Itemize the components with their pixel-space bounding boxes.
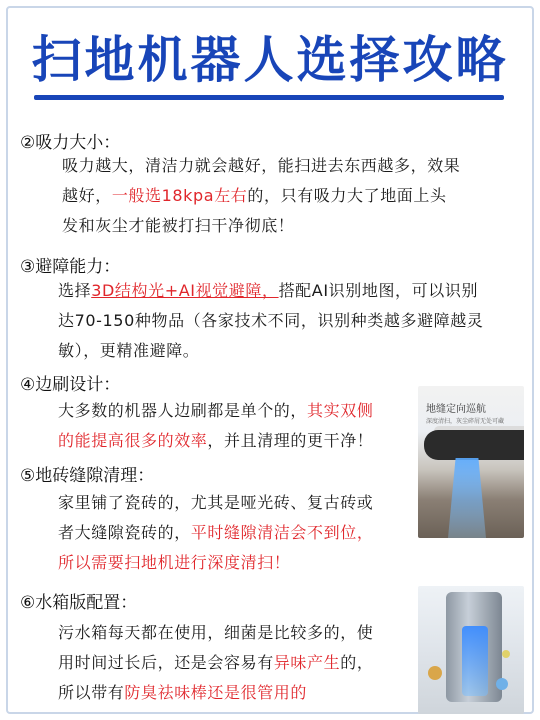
section-body-suction: [62, 151, 460, 241]
bacteria-dot: [428, 666, 442, 680]
body-text: 吸力越大，清洁力就会越好，能扫进去东西越多，效果: [62, 156, 461, 175]
section-heading-suction: ②吸力大小：: [20, 133, 121, 153]
body-text: 所以带有: [58, 683, 125, 702]
robot-gap-cleaning-image: [418, 386, 524, 538]
body-line: [58, 518, 373, 548]
body-text: 的，: [340, 653, 374, 672]
highlight-text: 的能提高很多的效率: [58, 431, 208, 450]
body-text: 越好，: [62, 186, 112, 205]
highlight-text: 所以需要扫地机进行深度清扫！: [58, 553, 291, 572]
image-subcaption: 深度清扫，灰尘碎屑无处可藏: [426, 418, 505, 425]
highlight-text: 平时缝隙清洁会不到位，: [190, 523, 374, 542]
body-line: [58, 548, 373, 578]
body-text: 者大缝隙瓷砖的，: [58, 523, 191, 542]
body-text: ，并且清理的更干净！: [207, 431, 374, 450]
body-text: 污水箱每天都在使用，细菌是比较多的，使: [58, 623, 374, 642]
body-text: 选择: [58, 281, 92, 300]
body-text: 家里铺了瓷砖的，尤其是哑光砖、复古砖或: [58, 493, 374, 512]
section-body-side-brush: [58, 396, 373, 456]
water-tank-image: [418, 586, 524, 714]
body-text: 搭配AI识别地图，可以识别: [278, 281, 479, 300]
body-line: [58, 678, 373, 708]
suction-beam-shape: [448, 458, 486, 538]
body-text: 的，只有吸力大了地面上头: [247, 186, 447, 205]
body-line: [58, 336, 483, 366]
body-line: [58, 648, 373, 678]
body-text: 达70-150种物品（各家技术不同，识别种类越多避障越灵: [58, 311, 484, 330]
section-body-water-tank: [58, 618, 373, 708]
deodorizer-rod-shape: [462, 626, 488, 696]
highlight-text: 异味产生: [273, 653, 341, 672]
body-line: [58, 306, 483, 336]
title-underline: [34, 95, 504, 100]
section-heading-side-brush: ④边刷设计：: [20, 375, 121, 395]
body-line: [58, 488, 373, 518]
body-text: 发和灰尘才能被打扫干净彻底！: [62, 216, 295, 235]
section-heading-tile-gap: ⑤地砖缝隙清理：: [20, 466, 155, 486]
bacteria-dot: [496, 678, 508, 690]
image-caption: 地缝定向巡航: [426, 404, 486, 415]
highlight-text: 防臭祛味棒还是很管用的: [124, 683, 308, 702]
page-title: 扫地机器人选择攻略: [31, 31, 509, 89]
section-heading-obstacle: ③避障能力：: [20, 257, 121, 277]
highlight-text: 其实双侧: [307, 401, 374, 420]
bacteria-dot: [502, 650, 510, 658]
robot-body-shape: [424, 430, 524, 460]
section-body-obstacle: [58, 276, 483, 366]
section-heading-water-tank: ⑥水箱版配置：: [20, 593, 138, 613]
body-line: [58, 276, 483, 306]
body-line: [62, 181, 460, 211]
body-text: 大多数的机器人边刷都是单个的，: [58, 401, 308, 420]
section-body-tile-gap: [58, 488, 373, 578]
body-line: [58, 618, 373, 648]
body-line: [58, 396, 373, 426]
body-line: [62, 211, 460, 241]
body-line: [62, 151, 460, 181]
highlight-text: 一般选18kpa左右: [111, 186, 248, 205]
highlight-text: 3D结构光+AI视觉避障，: [91, 281, 279, 300]
body-text: 敏），更精准避障。: [58, 341, 200, 360]
body-line: [58, 426, 373, 456]
body-text: 用时间过长后，还是会容易有: [58, 653, 274, 672]
title-banner: [16, 12, 524, 98]
